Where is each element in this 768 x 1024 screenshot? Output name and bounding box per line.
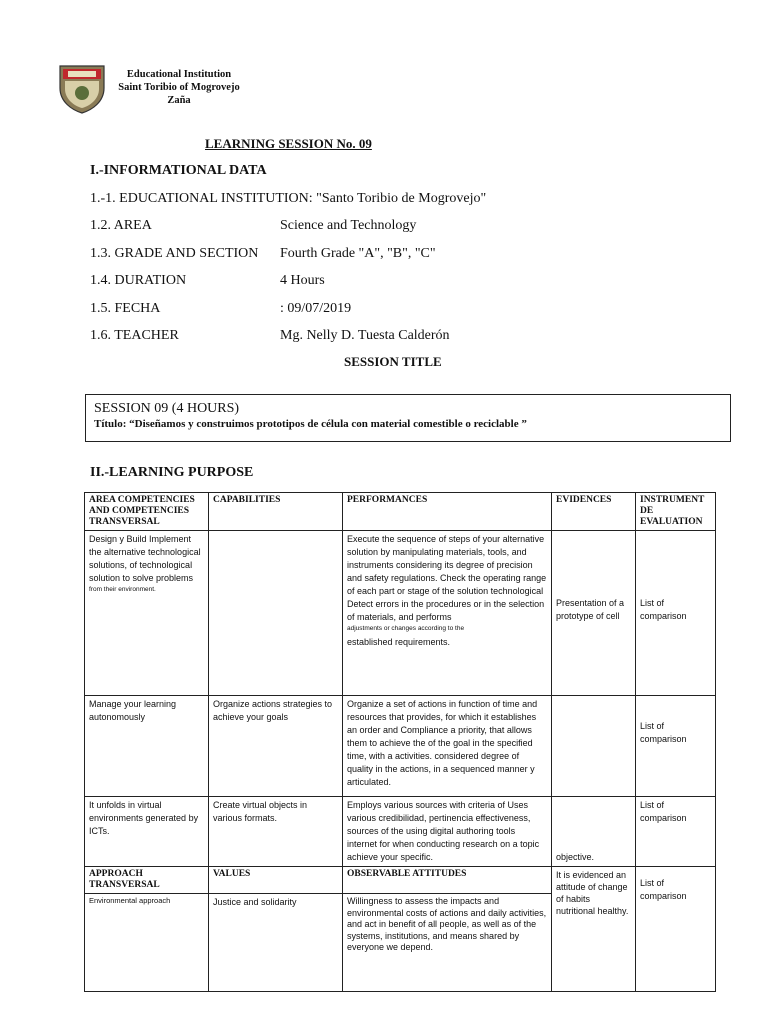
table-cell: List of comparison — [636, 797, 716, 867]
institution-header — [110, 68, 248, 107]
info-value: Fourth Grade "A", "B", "C" — [280, 246, 436, 261]
info-label: 1.3. GRADE AND SECTION — [90, 246, 259, 261]
info-row-duration — [90, 273, 325, 289]
institution-line: Educational Institution — [126, 69, 232, 80]
informational-data-heading: I.-INFORMATIONAL DATA — [90, 163, 267, 178]
learning-purpose-table — [84, 492, 716, 992]
info-label: 1.5. FECHA — [90, 301, 161, 316]
table-cell: List of comparison — [636, 867, 716, 992]
info-row-institution — [90, 191, 486, 207]
session-box-subtitle: Título: “Diseñamos y construimos prototipos de célula con material comestible o reciclable ” — [94, 418, 527, 430]
table-row — [85, 531, 716, 696]
table-header-row — [85, 493, 716, 531]
session-box-title: SESSION 09 (4 HOURS) — [94, 401, 240, 416]
table-row — [85, 696, 716, 797]
info-row-area — [90, 218, 417, 234]
table-cell: objective. — [552, 797, 636, 867]
header-cell: INSTRUMENT DE EVALUATION — [636, 493, 716, 531]
cell-small-text: from their environment. — [89, 586, 156, 593]
session-box — [85, 394, 731, 442]
cell-text: Design y Build Implement the alternative technological solutions, of technological solution to solve problems — [89, 534, 201, 583]
table-cell: Willingness to assess the impacts and environmental costs of actions and daily activities, and act in benefit of all people, as well as of the systems, institutions, and means shared by everyone we depend. — [343, 894, 552, 992]
info-value: 4 Hours — [280, 273, 325, 288]
info-row-date — [90, 301, 352, 317]
cell-text: established requirements. — [347, 637, 451, 647]
header-cell: CAPABILITIES — [209, 493, 343, 531]
table-cell: It is evidenced an attitude of change of habits nutritional healthy. — [552, 867, 636, 992]
table-cell — [552, 696, 636, 797]
table-cell — [85, 531, 209, 696]
cell-small-text: adjustments or changes according to the — [347, 625, 465, 632]
table-cell: List of comparison — [636, 696, 716, 797]
header-cell: AREA COMPETENCIES AND COMPETENCIES TRANSVERSAL — [85, 493, 209, 531]
info-label: 1.6. TEACHER — [90, 328, 179, 343]
info-value: : 09/07/2019 — [280, 301, 352, 316]
table-cell: Create virtual objects in various formats. — [209, 797, 343, 867]
table-cell: Employs various sources with criteria of Uses various credibilidad, pertinencia effectiveness, sources of the using digital authoring tools internet for when conducting research on a topic achieve your specific. — [343, 797, 552, 867]
header-cell: APPROACH TRANSVERSAL — [85, 867, 209, 894]
table-cell: Organize a set of actions in function of time and resources that provides, for which it establishes an order and Compliance a priority, that allows them to achieve the of the goal in the specified time, with a activities. considered degree of quality in the actions, in a sequenced manner y articulated. — [343, 696, 552, 797]
session-title-label: SESSION TITLE — [344, 354, 442, 369]
table-header-row — [85, 867, 716, 894]
info-label: 1.2. AREA — [90, 218, 152, 233]
header-cell: OBSERVABLE ATTITUDES — [343, 867, 552, 894]
table-cell — [343, 531, 552, 696]
table-cell: Justice and solidarity — [209, 894, 343, 992]
info-row-grade — [90, 246, 436, 262]
table-row — [85, 797, 716, 867]
header-cell: VALUES — [209, 867, 343, 894]
table-cell: List of comparison — [636, 531, 716, 696]
info-label: 1.-1. EDUCATIONAL INSTITUTION: "Santo Toribio de Mogrovejo" — [90, 191, 487, 206]
info-label: 1.4. DURATION — [90, 273, 187, 288]
institution-line: Zaña — [167, 95, 191, 106]
table-cell: It unfolds in virtual environments generated by ICTs. — [85, 797, 209, 867]
school-crest-logo — [56, 62, 108, 114]
table-cell: Environmental approach — [85, 894, 209, 992]
cell-text: Execute the sequence of steps of your alternative solution by manipulating materials, tools, and instruments considering its degree of precision and safety regulations. Check the operating range of each part or stage of the solution technological Detect errors in the procedures or in the selection of materials, and performs — [347, 534, 547, 622]
info-value: Mg. Nelly D. Tuesta Calderón — [280, 328, 450, 343]
learning-purpose-heading: II.-LEARNING PURPOSE — [90, 465, 254, 480]
header-cell: PERFORMANCES — [343, 493, 552, 531]
header-cell: EVIDENCES — [552, 493, 636, 531]
table-cell: Presentation of a prototype of cell — [552, 531, 636, 696]
info-value: Science and Technology — [280, 218, 417, 233]
table-cell: Manage your learning autonomously — [85, 696, 209, 797]
table-cell — [209, 531, 343, 696]
session-heading: LEARNING SESSION No. 09 — [205, 136, 372, 151]
institution-line: Saint Toribio of Mogrovejo — [118, 82, 240, 93]
info-row-teacher — [90, 328, 450, 344]
table-cell: Organize actions strategies to achieve your goals — [209, 696, 343, 797]
